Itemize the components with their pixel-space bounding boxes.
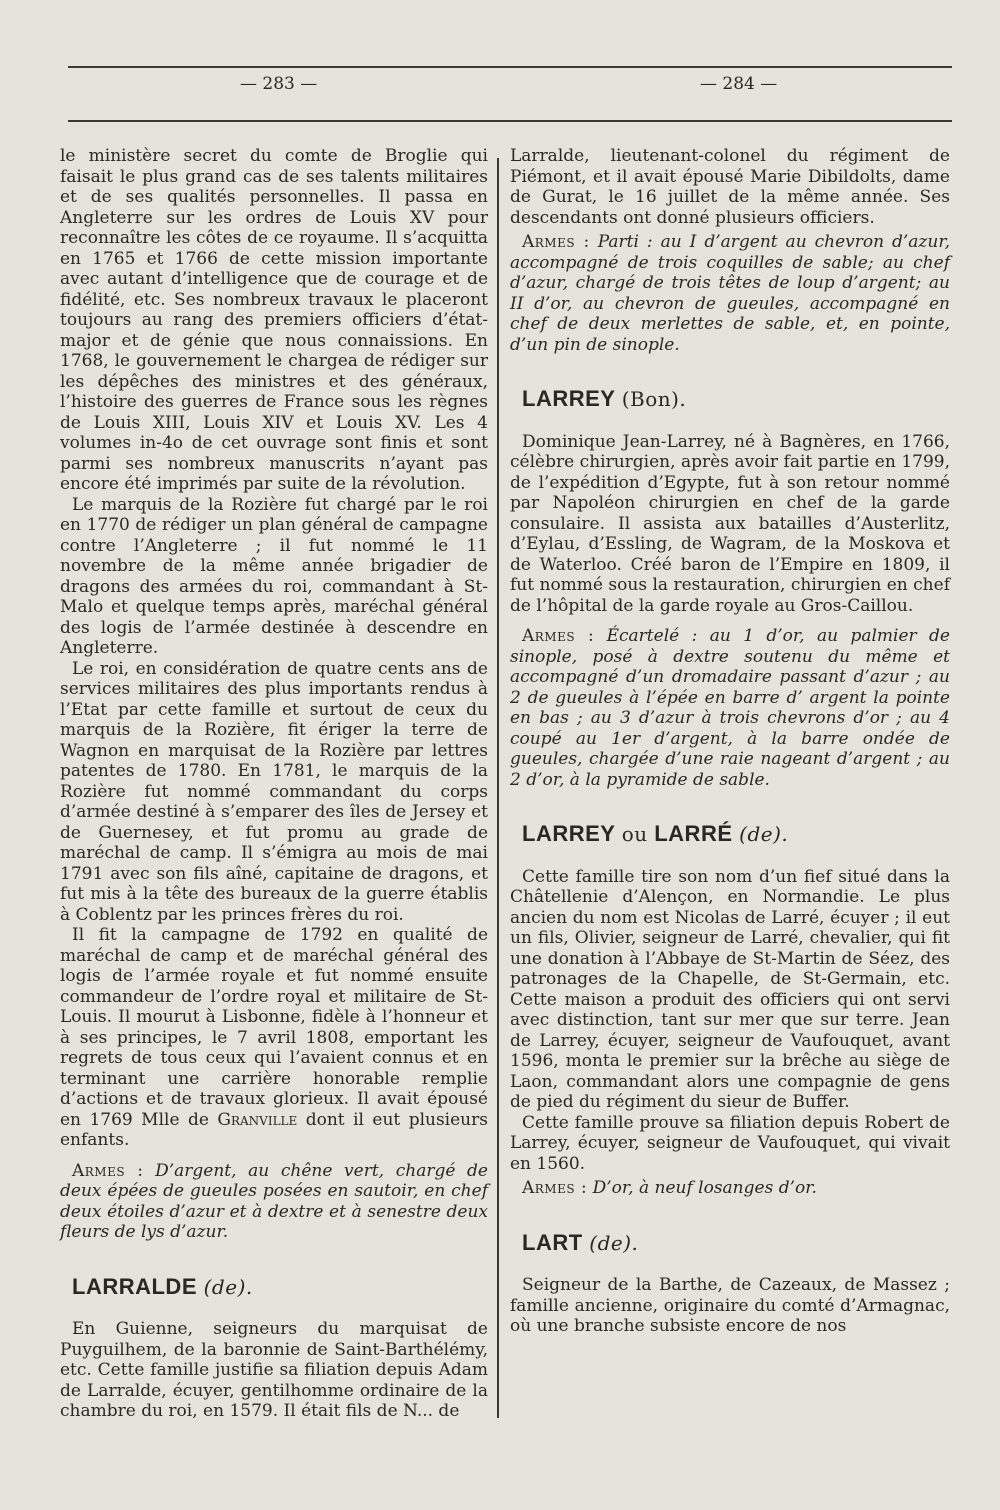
paragraph: le ministère secret du comte de Broglie qui faisait le plus grand cas de ses talents militaires et de ses qualités personnelles. Il passa en Angleterre sur les ordres de Louis XV pour reconnaître les côtes de ce royaume. Il s’acquitta en 1765 et 1766 de cette mission importante avec autant d’intelligence que de courage et de fidélité, etc. Ses nombreux travaux le placeront toujours au rang des premiers officiers d’état-major et de génie que nous connaissions. En 1768, le gouvernement le chargea de rédiger sur les dépêches des ministres et des généraux, l’histoire des guerres de France sous les règnes de Louis XIII, Louis XIV et Louis XV. Les 4 volumes in-4o de cet ouvrage sont finis et sont parmi ses nombreux manuscrits n’ayant pas encore été imprimés par suite de la révolution. <box>60 146 488 494</box>
arms-blazon: Armes : D’argent, au chêne vert, chargé de deux épées de gueules posées en sautoir, en chef deux étoiles d’azur et à dextre et à senestre deux fleurs de lys d’azur. <box>60 1160 488 1242</box>
arms-blazon: Armes : Parti : au I d’argent au chevron d’azur, accompagné de trois coquilles de sable; au chef d’azur, chargé de trois têtes de loup d’argent; au II d’or, au chevron de gueules, accompagné en chef de deux merlettes de sable, et, en pointe, d’un pin de sinople. <box>510 232 950 355</box>
heading-larrey: LARREY (Bon). <box>522 386 687 411</box>
paragraph: Le roi, en considération de quatre cents ans de services militaires des plus importants rendus à l’Etat par cette famille et surtout de ceux du marquis de la Rozière, fit ériger la terre de Wagnon en marquisat de la Rozière par lettres patentes de 1780. En 1781, le marquis de la Rozière fut nommé commandant du corps d’armée destiné à s’emparer des îles de Jersey et de Guernesey, et fut promu au grade de maréchal de camp. Il s’émigra au mois de mai 1791 avec son fils aîné, capitaine de dragons, et fut mis à la tête des bureaux de la guerre établis à Coblentz par les princes frères du roi. <box>60 658 488 925</box>
column-divider <box>497 158 499 1418</box>
paragraph: Cette famille tire son nom d’un fief situé dans la Châtellenie d’Alençon, en Normandie. Le plus ancien du nom est Nicolas de Larré, écuyer ; il eut un fils, Olivier, seigneur de Larré, chevalier, qui fit une donation à l’Abbaye de St-Martin de Séez, des patronages de la Chapelle, de St-Germain, etc. Cette maison a produit des officiers qui ont servi avec distinction, tant sur mer que sur terre. Jean de Larrey, écuyer, seigneur de Vaufouquet, avant 1596, monta le premier sur la brêche au siège de Laon, commandant alors une compagnie de gens de pied du régiment du sieur de Buffer. <box>510 866 950 1112</box>
page-number-left: — 283 — <box>240 74 318 94</box>
paragraph: Larralde, lieutenant-colonel du régiment de Piémont, et il avait épousé Marie Dibildolts, dame de Gurat, le 16 juillet de la même année. Ses descendants ont donné plusieurs officiers. <box>510 146 950 228</box>
heading-lart: LART (de). <box>522 1229 639 1255</box>
arms-blazon: Armes : Écartelé : au 1 d’or, au palmier de sinople, posé à dextre soutenu du même et accompagné d’un dromadaire passant d’azur ; au 2 de gueules à l’épée en barre d’ argent la pointe en bas ; au 3 d’azur à trois chevrons d’or ; au 4 coupé au 1er d’argent, à la barre ondée de gueules, chargée d’une raie nageant d’argent ; au 2 d’or, à la pyramide de sable. <box>510 626 950 790</box>
paragraph: En Guienne, seigneurs du marquisat de Puyguilhem, de la baronnie de Saint-Barthélémy, etc. Cette famille justifie sa filiation depuis Adam de Larralde, écuyer, gentilhomme ordinaire de la chambre du roi, en 1579. Il était fils de N... de <box>60 1319 488 1421</box>
heading-larrey-larre: LARREY ou LARRÉ (de). <box>522 821 789 846</box>
paragraph: Il fit la campagne de 1792 en qualité de maréchal de camp et de maréchal général des logis de l’armée royale et fut nommé ensuite commandeur de l’ordre royal et militaire de St-Louis. Il mourut à Lisbonne, fidèle à l’honneur et à ses principes, le 7 avril 1808, emportant les regrets de tous ceux qui l’avaient connus et en terminant une carrière honorable remplie d’actions et de travaux glorieux. Il avait épousé en 1769 Mlle de Granville dont il eut plusieurs enfants. <box>60 925 488 1150</box>
paragraph: Seigneur de la Barthe, de Cazeaux, de Massez ; famille ancienne, originaire du comté d’Armagnac, où une branche subsiste encore de nos <box>510 1275 950 1336</box>
arms-blazon: Armes : D’or, à neuf losanges d’or. <box>522 1178 817 1198</box>
heading-larralde: LARRALDE (de). <box>72 1273 253 1299</box>
paragraph: Dominique Jean-Larrey, né à Bagnères, en 1766, célèbre chirurgien, après avoir fait partie en 1799, de l’expédition d’Egypte, fut à son retour nommé par Napoléon chirurgien en chef de la garde consulaire. Il assista aux batailles d’Austerlitz, d’Eylau, d’Essling, de Wagram, de la Moskova et de Waterloo. Créé baron de l’Empire en 1809, il fut nommé sous la restauration, chirurgien en chef de l’hôpital de la garde royale au Gros-Caillou. <box>510 431 950 616</box>
right-column <box>510 146 950 1337</box>
paragraph: Le marquis de la Rozière fut chargé par le roi en 1770 de rédiger un plan général de campagne contre l’Angleterre ; il fut nommé le 11 novembre de la même année brigadier de dragons des armées du roi, commandant à St-Malo et quelque temps après, maréchal général des logis de l’armée destinée à descendre en Angleterre. <box>60 494 488 658</box>
name-smallcaps: Granville <box>217 1109 298 1130</box>
paragraph: Cette famille prouve sa filiation depuis Robert de Larrey, écuyer, seigneur de Vaufouquet, qui vivait en 1560. <box>510 1112 950 1174</box>
top-rule <box>68 66 952 68</box>
left-column <box>60 146 488 1422</box>
header-rule <box>68 120 952 122</box>
page-number-right: — 284 — <box>700 74 778 94</box>
